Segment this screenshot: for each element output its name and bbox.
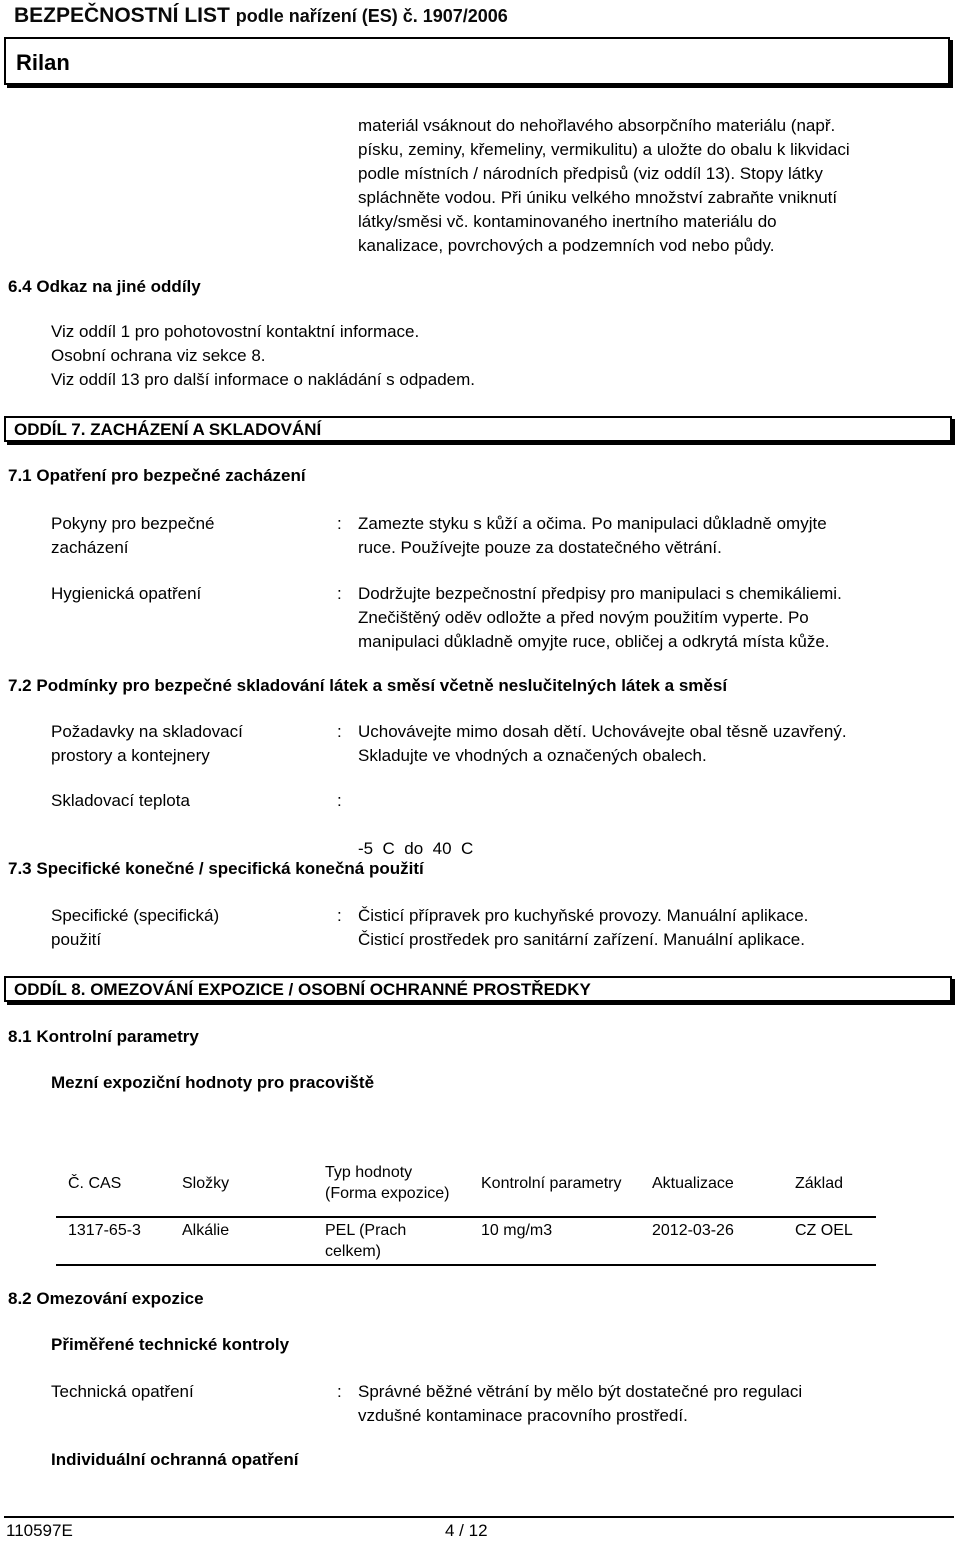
table-row [56,1217,876,1265]
text-line: písku, zeminy, křemeliny, vermikulitu) a uložte do obalu k likvidaci [358,140,850,159]
technical-measures-label: Technická opatření [51,1382,194,1401]
cell-component: Alkálie [182,1222,230,1239]
text-line: podle místních / národních předpisů (viz oddíl 13). Stopy látky [358,164,823,183]
storage-requirements-label [51,720,243,768]
subsection-heading-8-2: 8.2 Omezování expozice [8,1289,204,1308]
subsection-heading-7-1: 7.1 Opatření pro bezpečné zacházení [8,466,306,485]
text-line: Viz oddíl 1 pro pohotovostní kontaktní informace. [51,322,420,341]
page-number: 4 / 12 [445,1521,488,1540]
label-line: Specifické (specifická) [51,906,220,925]
cell-value-type: PEL (Prach celkem) [325,1222,407,1260]
text-line: látky/směsi vč. kontaminovaného inertního materiálu do [358,212,777,231]
label-line: prostory a kontejnery [51,746,210,765]
cell-control-params: 10 mg/m3 [481,1222,553,1239]
product-name: Rilan [16,50,70,75]
specific-use-value [358,904,808,952]
colon-separator: : [337,584,342,603]
value-line: Znečištěný oděv odložte a před novým použitím vyperte. Po [358,608,809,627]
document-title-main: BEZPEČNOSTNÍ LIST [14,4,230,27]
text-line: Viz oddíl 13 pro další informace o nakládání s odpadem. [51,370,476,389]
subsection-heading-7-2: 7.2 Podmínky pro bezpečné skladování látek a směsí včetně neslučitelných látek a směsí [8,676,728,695]
value-line: vzdušné kontaminace pracovního prostředí. [358,1406,688,1425]
document-title [14,4,508,28]
technical-controls-heading: Přiměřené technické kontroly [51,1335,290,1354]
section-7-header [4,416,952,442]
spill-cleanup-text [358,114,850,258]
cell-cas: 1317-65-3 [68,1222,141,1239]
colon-separator: : [337,791,342,810]
section-title: ODDÍL 7. ZACHÁZENÍ A SKLADOVÁNÍ [14,420,322,439]
colon-separator: : [337,722,342,741]
label-line: Skladovací teplota [51,791,190,810]
technical-measures-value [358,1380,802,1428]
document-number: 110597E [6,1521,73,1540]
value-line: Dodržujte bezpečnostní předpisy pro manipulaci s chemikáliemi. [358,584,842,603]
hygiene-measures-value [358,582,842,654]
value-line: Čisticí přípravek pro kuchyňské provozy. Manuální aplikace. [358,906,809,925]
text-line: Osobní ochrana viz sekce 8. [51,346,266,365]
references-text [51,320,475,392]
colon-separator: : [337,1382,342,1401]
footer-divider [4,1516,954,1518]
label-line: použití [51,930,102,949]
value-line: ruce. Používejte pouze za dostatečného větrání. [358,538,722,557]
value-line: -5 C do 40 C [358,839,474,858]
label-line: zacházení [51,538,129,557]
handling-advice-value [358,512,827,560]
value-line: manipulaci důkladně omyjte ruce, obličej a odkrytá místa kůže. [358,632,830,651]
label-line: Pokyny pro bezpečné [51,514,215,533]
colon-separator: : [337,514,342,533]
storage-requirements-value [358,720,847,768]
col-header-cas: Č. CAS [68,1174,122,1192]
label-line: Požadavky na skladovací [51,722,243,741]
product-name-box [4,37,950,85]
colon-separator: : [337,906,342,925]
ppe-heading: Individuální ochranná opatření [51,1450,299,1469]
value-line: Zamezte styku s kůží a očima. Po manipulaci důkladně omyjte [358,514,827,533]
text-line: materiál vsáknout do nehořlavého absorpčního materiálu (např. [358,116,836,135]
document-title-regulation: podle nařízení (ES) č. 1907/2006 [235,6,508,26]
storage-temperature-label [51,789,190,813]
text-line: spláchněte vodou. Při úniku velkého množství zabraňte vniknutí [358,188,838,207]
value-line: Skladujte ve vhodných a označených obalech. [358,746,707,765]
specific-use-label [51,904,219,952]
value-line: Správné běžné větrání by mělo být dostatečné pro regulaci [358,1382,803,1401]
cell-update: 2012-03-26 [652,1222,734,1239]
section-8-header [4,976,952,1002]
text-line: kanalizace, povrchových a podzemních vod nebo půdy. [358,236,775,255]
exposure-limits-heading: Mezní expoziční hodnoty pro pracoviště [51,1073,375,1092]
value-line: Uchovávejte mimo dosah dětí. Uchovávejte obal těsně uzavřený. [358,722,847,741]
subsection-heading-7-3: 7.3 Specifické konečné / specifická konečná použití [8,859,424,878]
subsection-heading-8-1: 8.1 Kontrolní parametry [8,1027,199,1046]
col-header-update: Aktualizace [652,1174,734,1192]
col-header-component: Složky [182,1174,230,1192]
col-header-value-type: Typ hodnoty (Forma expozice) [325,1164,450,1202]
label-line: Hygienická opatření [51,584,202,603]
value-line: Čisticí prostředek pro sanitární zařízení. Manuální aplikace. [358,930,805,949]
hygiene-measures-label [51,582,201,606]
table-header-row [56,1150,876,1217]
cell-basis: CZ OEL [795,1222,853,1239]
subsection-heading-6-4: 6.4 Odkaz na jiné oddíly [8,277,201,296]
col-header-basis: Základ [795,1174,844,1192]
handling-advice-label [51,512,215,560]
section-title: ODDÍL 8. OMEZOVÁNÍ EXPOZICE / OSOBNÍ OCHRANNÉ PROSTŘEDKY [14,980,591,999]
exposure-limits-table [56,1150,876,1266]
col-header-control-params: Kontrolní parametry [481,1174,622,1192]
